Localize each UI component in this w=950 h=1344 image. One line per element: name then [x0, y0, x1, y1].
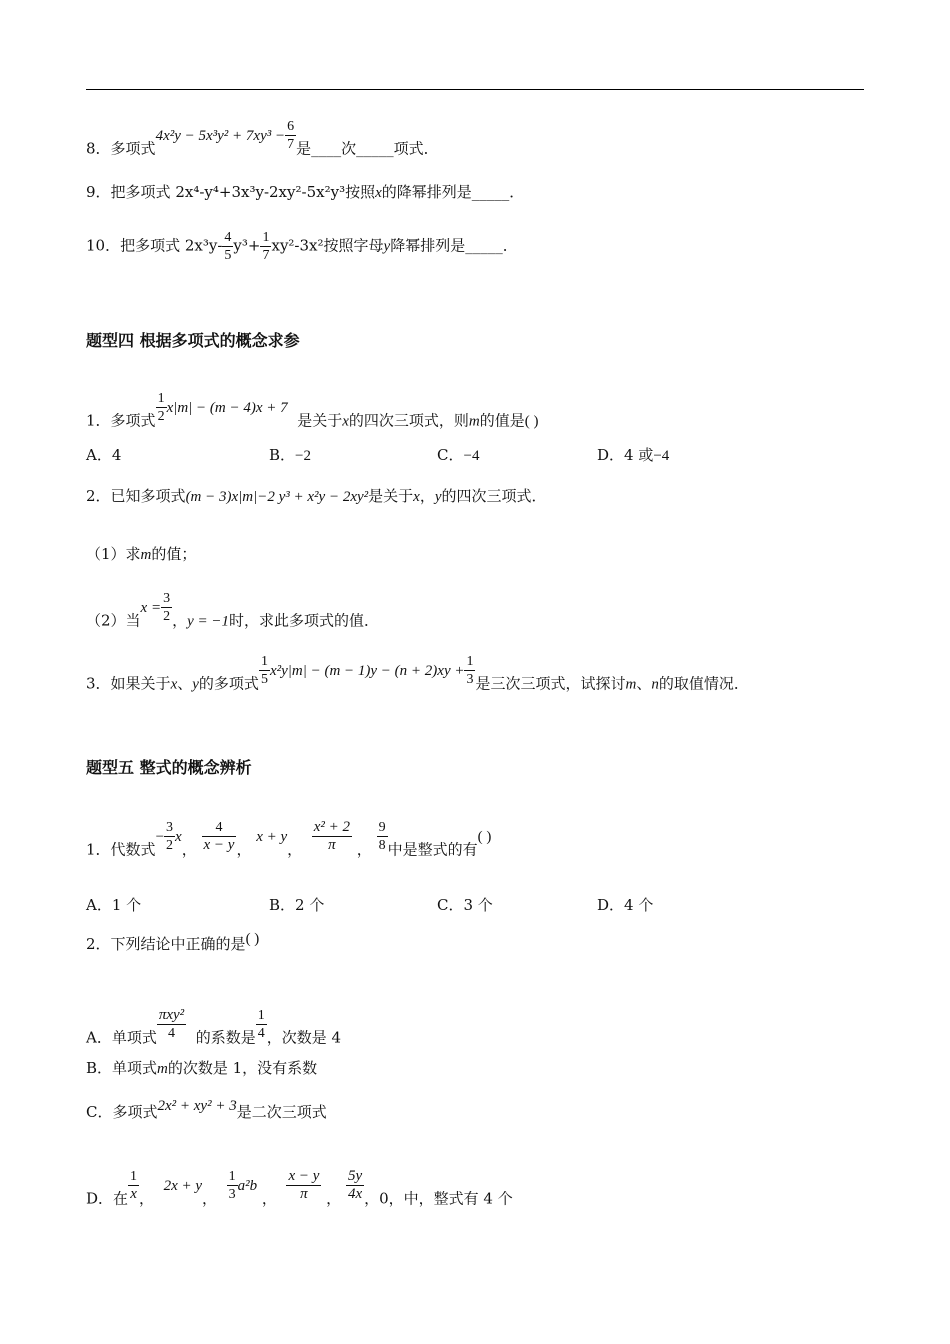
question-number: 2．: [86, 487, 111, 505]
variable: m: [140, 547, 152, 563]
question-9: [86, 182, 524, 203]
question-text: xy²-3x²按照字母: [271, 236, 384, 255]
question-number: 8．: [86, 139, 111, 158]
question-text: 的降幂排列是_____．: [381, 183, 525, 201]
question-text: 是三次三项式，试探讨: [475, 674, 626, 693]
option-text: D．在: [86, 1189, 129, 1208]
fraction: $\frac{5y}{4x}$: [347, 1168, 363, 1202]
fraction: $\frac{4}{5}$: [224, 230, 232, 263]
s5-question-2: [86, 931, 260, 955]
answer-paren: ( ): [477, 828, 492, 845]
option-d: D．4 或−4: [597, 446, 670, 464]
header-rule: [86, 89, 864, 90]
s5-option-a: [86, 1007, 342, 1056]
question-text: 已知多项式: [110, 487, 186, 505]
answer-paren: ( ): [524, 413, 539, 430]
variable: m: [468, 413, 480, 430]
question-text: 的四次三项式．: [441, 487, 547, 505]
question-text: 降幂排列是_____．: [390, 236, 518, 255]
option-text: A．单项式: [86, 1028, 157, 1047]
variable: y: [383, 238, 391, 255]
option-text: ，0，中，整式有 4 个: [364, 1189, 513, 1208]
option-a: A．1 个: [86, 896, 142, 914]
question-text: 的值是: [479, 411, 525, 430]
fraction: $\frac{4}{x - y}$: [203, 820, 235, 853]
fraction: $\frac{9}{8}$: [378, 820, 386, 853]
variable: x: [175, 828, 182, 845]
question-text: （2）当: [86, 611, 141, 630]
variable: m: [625, 676, 637, 693]
fraction: $\frac{1}{5}$: [260, 654, 268, 687]
fraction: $\frac{\text{πxy²}}{4}$: [158, 1007, 185, 1041]
s4-question-2: 2．已知多项式(m − 3)x|m|−2 y³ + x²y − 2xy²是关于x，y的四次三项式．: [86, 487, 547, 505]
s4-q2-part2: （2）当x = $\frac{3}{2}$ ，y = −1时，求此多项式的值．: [86, 591, 380, 630]
question-number: 2．: [86, 935, 111, 953]
fraction: $\frac{1}{3}$: [228, 1169, 236, 1202]
math-expression: x²y|m| − (m − 1)y − (n + 2)xy +: [269, 662, 465, 679]
question-text: 把多项式 2x³y-: [120, 236, 223, 255]
fraction: $\frac{1}{4}$: [257, 1008, 265, 1041]
question-text: 的取值情况．: [658, 674, 749, 693]
question-text: 多项式: [110, 411, 156, 430]
question-text: （1）求: [86, 545, 141, 563]
variable: x: [375, 185, 382, 201]
variable: y: [192, 676, 199, 693]
question-text: 下列结论中正确的是: [110, 935, 246, 953]
question-text: y³+: [233, 236, 261, 255]
math-expression: 2x + y: [163, 1177, 203, 1194]
math-expression: 2x² + xy² + 3: [157, 1098, 237, 1114]
section-heading-5: 题型五 整式的概念辨析: [86, 758, 252, 777]
s4-question-1: [86, 391, 539, 439]
section-heading-4: 题型四 根据多项式的概念求参: [86, 331, 300, 350]
s5-option-c: [86, 1098, 327, 1123]
question-text: 是____次_____项式．: [296, 139, 439, 158]
fraction: $\frac{3}{2}$: [166, 820, 174, 853]
variable: m: [157, 1061, 168, 1077]
question-text: 是关于: [297, 411, 343, 430]
question-text: 时，求此多项式的值．: [229, 611, 380, 630]
variable: x: [413, 489, 420, 505]
answer-paren: ( ): [245, 931, 260, 947]
math-expression: y = −1: [187, 613, 229, 630]
option-b: B．−2: [269, 446, 311, 464]
question-number: 1．: [86, 840, 111, 859]
fraction: $\frac{1}{7}$: [262, 230, 270, 263]
option-text: ，次数是 4: [266, 1028, 342, 1047]
variable: x: [170, 676, 178, 693]
question-number: 10．: [86, 236, 121, 255]
math-expression: a²b: [237, 1177, 258, 1194]
option-text: 的系数是: [195, 1028, 256, 1047]
question-text: 的值；: [151, 545, 197, 563]
option-a: A．4: [86, 446, 122, 464]
math-expression: x|m| − (m − 4)x + 7: [166, 399, 288, 416]
question-text: 把多项式 2x⁴-y⁴+3x³y-2xy²-5x²y³按照: [110, 183, 376, 201]
fraction: $\frac{1}{2}$: [157, 391, 165, 424]
s5-question-1: 1．代数式− $\frac{3}{2}$ x， $\frac{4}{x - y}$ ， x + y， $\frac{\text{x² + 2}}{\pi}$ ， $\frac{9}{8}$ 中是整式的有( ): [86, 819, 492, 859]
variable: x: [342, 413, 349, 430]
s4-question-3: 3．如果关于x、y的多项式 $\frac{1}{5}$ x²y|m| − (m − 1)y − (n + 2)xy + $\frac{1}{3}$ 是三次三项式，试探讨m、n的取值情况．: [86, 654, 749, 693]
question-text: 代数式: [110, 840, 156, 859]
fraction: $\frac{6}{7}$: [287, 119, 295, 152]
option-d: D．4 个: [597, 896, 654, 914]
s5-option-b: [86, 1058, 317, 1079]
option-b: B．2 个: [269, 896, 325, 914]
fraction: $\frac{\text{x² + 2}}{\pi}$: [313, 819, 351, 853]
variable: y: [434, 489, 442, 505]
math-expression: (m − 3)x|m|−2 y³ + x²y − 2xy²: [185, 489, 369, 505]
option-text: B．单项式: [86, 1059, 158, 1077]
option-c: C．3 个: [437, 896, 493, 914]
math-expression: x =: [140, 599, 162, 616]
question-number: 3．: [86, 674, 111, 693]
question-10: [86, 229, 518, 264]
question-text: 的四次三项式，则: [348, 411, 469, 430]
s5-option-d: D．在 $\frac{1}{x}$ ， 2x + y， $\frac{1}{3}$ a²b ， $\frac{x - y}{\pi}$ ， $\frac{5y}{4x}$ ，0，中，整式有 4 个: [86, 1168, 513, 1208]
option-text: 的次数是 1，没有系数: [167, 1059, 318, 1077]
question-text: 是关于: [368, 487, 414, 505]
option-text: 是二次三项式: [236, 1103, 327, 1121]
option-text: C．多项式: [86, 1103, 158, 1121]
question-text: 中是整式的有: [387, 840, 478, 859]
fraction: $\frac{1}{x}$: [130, 1169, 138, 1202]
math-expression: x + y: [256, 828, 288, 845]
fraction: $\frac{1}{3}$: [466, 654, 474, 687]
variable: n: [651, 676, 659, 693]
question-number: 1．: [86, 411, 111, 430]
fraction: $\frac{3}{2}$: [163, 591, 171, 624]
option-c: C．−4: [437, 446, 480, 464]
s4-q2-part1: [86, 544, 196, 565]
question-text: 的多项式: [198, 674, 259, 693]
question-8: [86, 119, 439, 167]
question-text: 如果关于: [110, 674, 171, 693]
fraction: $\frac{x - y}{\pi}$: [288, 1168, 320, 1202]
question-text: 多项式: [110, 139, 156, 158]
math-expression: 4x²y − 5x³y² + 7xy³ −: [155, 127, 286, 144]
question-number: 9．: [86, 183, 111, 201]
